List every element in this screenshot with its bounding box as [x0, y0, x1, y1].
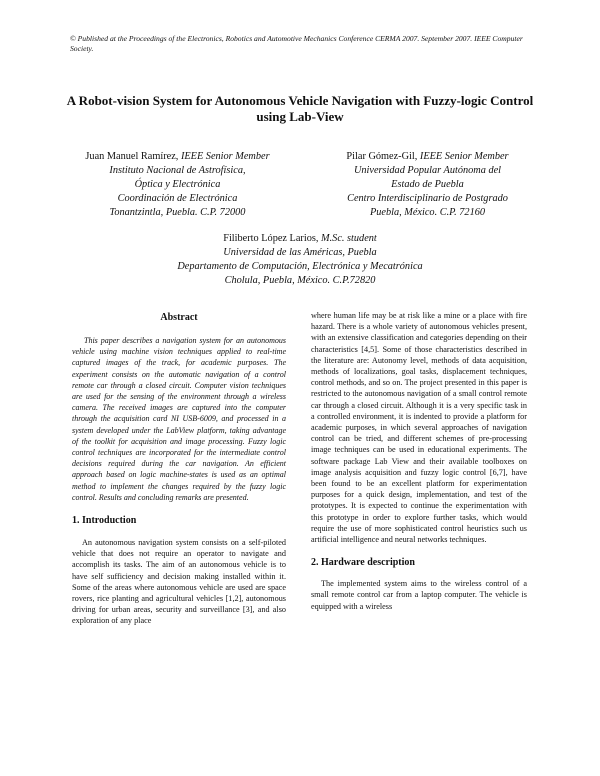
affiliation-line: Departamento de Computación, Electrónica y Mecatrónica — [177, 261, 423, 272]
affiliation-line: Centro Interdisciplinario de Postgrado — [347, 193, 508, 204]
author-role: IEEE Senior Member — [180, 151, 270, 162]
introduction-text-left: An autonomous navigation system consists on a self-piloted vehicle that does not require an operator to navigate and accomplish its tasks. The aim of an autonomous vehicle is to have self sufficiency and decision making installed within it. Some of the areas where autonomous vehicle are used are space rovers, rice planting and agricultural vehicles [1,2], autonomous driving for urban areas, security and surveillance [3], and also exploration of any place — [72, 538, 286, 626]
paper-title: A Robot-vision System for Autonomous Vehicle Navigation with Fuzzy-logic Control using Lab-View — [66, 93, 534, 124]
author-role: M.Sc. student — [321, 233, 377, 244]
hardware-text: The implemented system aims to the wireless control of a small remote control car from a laptop computer. The vehicle is equipped with a wireless — [311, 579, 527, 611]
affiliation-line: Universidad Popular Autónoma del — [353, 165, 502, 176]
left-column — [72, 310, 286, 627]
author-block-3 — [100, 232, 500, 288]
author-name: Juan Manuel Ramírez, — [85, 151, 181, 162]
affiliation-line: Puebla, México. C.P. 72160 — [369, 207, 486, 218]
author-block-2 — [305, 150, 550, 220]
author-name-line — [55, 150, 300, 164]
affiliation-line: Coordinación de Electrónica — [117, 193, 238, 204]
author-name-line — [305, 150, 550, 164]
affiliation-line: Instituto Nacional de Astrofísica, — [109, 165, 246, 176]
author-role: IEEE Senior Member — [419, 151, 509, 162]
author-name-line — [100, 232, 500, 246]
author-block-1 — [55, 150, 300, 220]
abstract-text: This paper describes a navigation system for an autonomous vehicle using machine vision techniques applied to real-time captured images of the track, for academic purposes. The experiment consists on the automatic navigation of a control remote car through a closed circuit. Computer vision techniques are used for the sensing of the environment through a wireless camera. The received images are captured into the computer through the acquisition card NI USB-6009, and processed in a system developed under the LabView platform, taking advantage of the toolkit for acquisition and image processing. Fuzzy logic control techniques are incorporated for the intermediate control decisions required during the car navigation. An efficient approach based on logic machine-states is used as an optimal method to implement the changes required by the fuzzy logic control. Results and concluding remarks are presented. — [72, 336, 286, 502]
affiliation-line: Tonantzintla, Puebla. C.P. 72000 — [109, 207, 246, 218]
affiliation-line: Óptica y Electrónica — [134, 179, 221, 190]
affiliation-line: Estado de Puebla — [391, 179, 464, 190]
section-heading-introduction: 1. Introduction — [72, 515, 137, 527]
copyright-notice: © Published at the Proceedings of the Electronics, Robotics and Automotive Mechanics Conference CERMA 2007. September 2007. IEEE Computer Society. — [70, 34, 523, 53]
author-name: Filiberto López Larios, — [223, 233, 322, 244]
affiliation-line: Universidad de las Américas, Puebla — [223, 247, 377, 258]
abstract-heading: Abstract — [160, 312, 198, 323]
affiliation-line: Cholula, Puebla, México. C.P.72820 — [224, 275, 376, 286]
right-column — [311, 310, 527, 612]
author-name: Pilar Gómez-Gil, — [346, 151, 420, 162]
section-heading-hardware: 2. Hardware description — [311, 557, 415, 569]
introduction-text-right: where human life may be at risk like a mine or a place with fire hazard. There is a whole variety of autonomous vehicles present, with an extensive classification and categories depending on their characteristics [4,5]. Some of those characteristics described in the literature are: Autonomy level, methods of data acquisition, methods of localizations, goal tasks, displacement techniques, control methods, and so on. The project presented in this paper is restricted to the autonomous navigation of a small control remote car through a closed circuit. Although it is a very specific task in a controlled environment, it is indented to provide a platform for academic purposes, in which several approaches of navigation control can be tried, and different schemes of pre-processing image techniques can be used in educational experiments. The software package Lab View and their available toolboxes on image analysis acquisition and fuzzy logic control [6,7], have been found to be an excellent platform for experimentation purposes for a quick design, implementation, and test of the prototypes. It is expected to continue the experimentation with this prototype in order to explore further tasks, which would require the use of more sophisticated control heuristics such us artificial intelligence and neural networks techniques. — [311, 311, 527, 545]
